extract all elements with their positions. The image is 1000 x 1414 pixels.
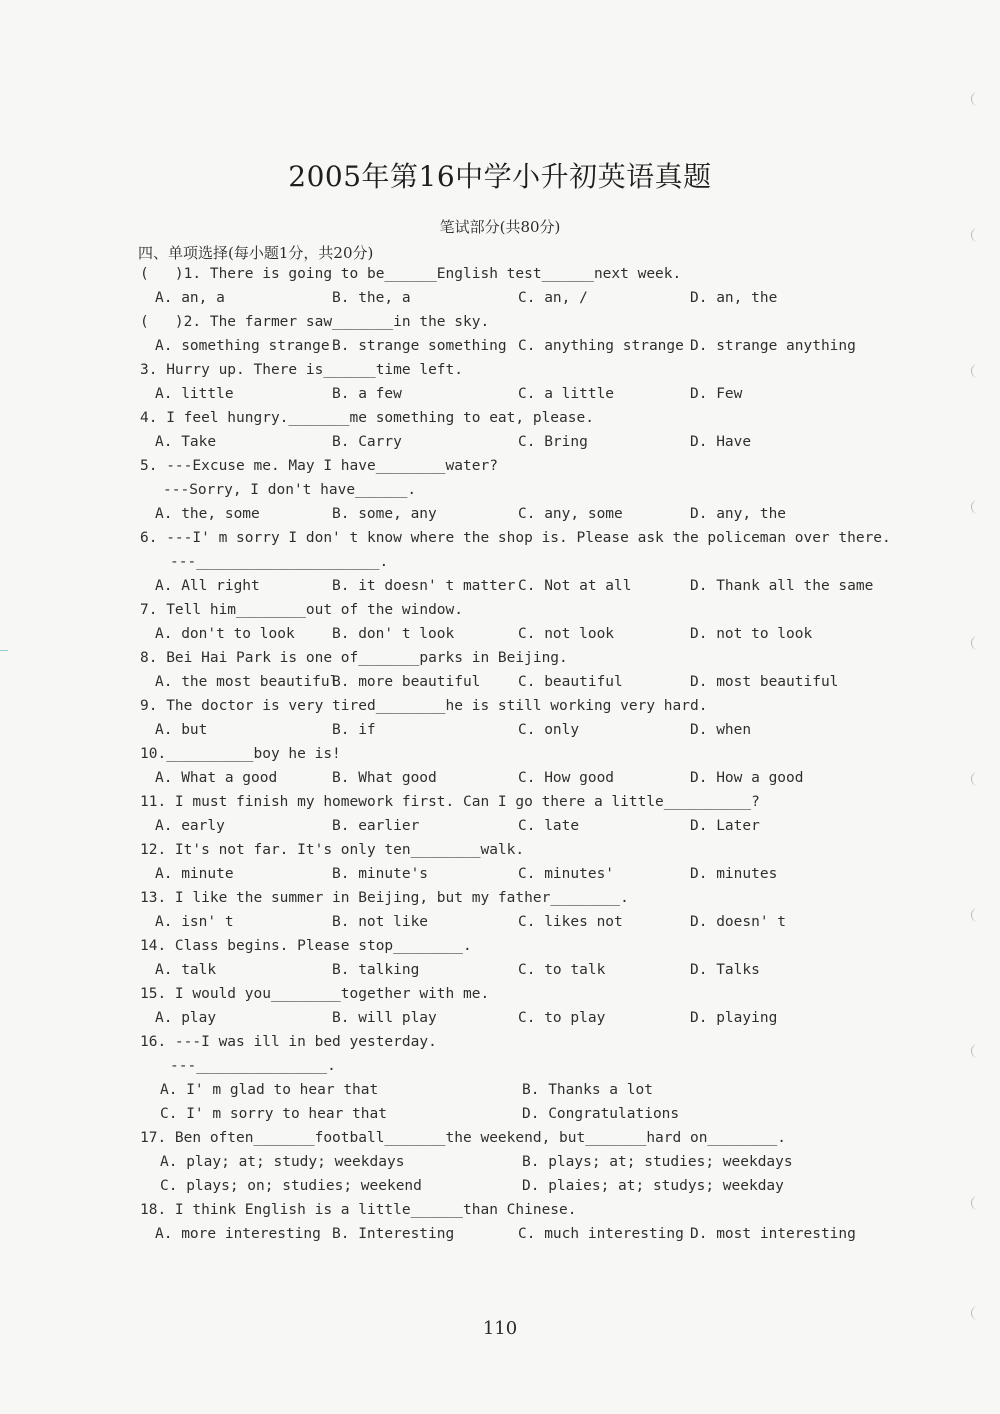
- answer-option: A. What a good: [155, 770, 278, 786]
- question-stem: 9. The doctor is very tired________he is still working very hard.: [140, 698, 708, 714]
- answer-option: A. play: [155, 1010, 217, 1026]
- answer-option: C. beautiful: [518, 674, 623, 690]
- page-title: 2005年第16中学小升初英语真题: [288, 160, 712, 193]
- answer-option: B. don' t look: [332, 626, 455, 642]
- answer-option: D. playing: [690, 1010, 778, 1026]
- answer-option: B. will play: [332, 1010, 437, 1026]
- answer-option: D. an, the: [690, 290, 778, 306]
- answer-option: A. I' m glad to hear that: [160, 1082, 379, 1098]
- answer-option: B. talking: [332, 962, 420, 978]
- edge-mark: [971, 92, 982, 106]
- answer-option: B. Thanks a lot: [522, 1082, 653, 1098]
- answer-option: D. any, the: [690, 506, 787, 522]
- answer-option: B. earlier: [332, 818, 420, 834]
- question-stem-continuation: ---_______________.: [170, 1058, 336, 1074]
- question-stem: 16. ---I was ill in bed yesterday.: [140, 1034, 437, 1050]
- page-subtitle: 笔试部分(共80分): [439, 218, 561, 236]
- answer-option: A. an, a: [155, 290, 225, 306]
- answer-option: A. but: [155, 722, 208, 738]
- question-stem: 14. Class begins. Please stop________.: [140, 938, 472, 954]
- answer-option: B. Carry: [332, 434, 402, 450]
- answer-option: A. don't to look: [155, 626, 295, 642]
- answer-option: A. more interesting: [155, 1226, 321, 1242]
- question-stem: 11. I must finish my homework first. Can I go there a little__________?: [140, 794, 760, 810]
- answer-option: A. something strange: [155, 338, 330, 354]
- answer-option: C. a little: [518, 386, 615, 402]
- answer-option: B. strange something: [332, 338, 507, 354]
- answer-option: C. not look: [518, 626, 615, 642]
- question-stem: 7. Tell him________out of the window.: [140, 602, 464, 618]
- answer-option: A. play; at; study; weekdays: [160, 1154, 405, 1170]
- edge-mark: [971, 636, 982, 650]
- answer-option: B. Interesting: [332, 1226, 455, 1242]
- answer-option: C. Not at all: [518, 578, 632, 594]
- question-stem: 4. I feel hungry._______me something to eat, please.: [140, 410, 594, 426]
- question-stem: 3. Hurry up. There is______time left.: [140, 362, 464, 378]
- answer-option: C. Bring: [518, 434, 588, 450]
- answer-option: D. Later: [690, 818, 760, 834]
- answer-option: D. not to look: [690, 626, 813, 642]
- question-stem: 17. Ben often_______football_______the weekend, but_______hard on________.: [140, 1130, 787, 1146]
- answer-option: C. an, /: [518, 290, 588, 306]
- edge-mark: [971, 364, 982, 378]
- answer-option: A. the most beautiful: [155, 674, 339, 690]
- section-heading: 四、单项选择(每小题1分，共20分): [138, 244, 374, 262]
- question-stem: 12. It's not far. It's only ten________walk.: [140, 842, 525, 858]
- answer-option: B. if: [332, 722, 376, 738]
- answer-option: C. late: [518, 818, 580, 834]
- question-stem: ( )2. The farmer saw_______in the sky.: [140, 314, 490, 330]
- answer-option: A. early: [155, 818, 225, 834]
- question-stem: 10.__________boy he is!: [140, 746, 341, 762]
- answer-option: C. How good: [518, 770, 615, 786]
- question-stem-continuation: ---Sorry, I don't have______.: [163, 482, 417, 498]
- answer-option: A. Take: [155, 434, 217, 450]
- answer-option: D. Have: [690, 434, 752, 450]
- answer-option: D. Thank all the same: [690, 578, 874, 594]
- answer-option: B. some, any: [332, 506, 437, 522]
- answer-option: A. All right: [155, 578, 260, 594]
- answer-option: C. minutes': [518, 866, 615, 882]
- question-stem: 8. Bei Hai Park is one of_______parks in Beijing.: [140, 650, 568, 666]
- answer-option: C. plays; on; studies; weekend: [160, 1178, 422, 1194]
- answer-option: C. to talk: [518, 962, 606, 978]
- question-stem: 6. ---I' m sorry I don' t know where the shop is. Please ask the policeman over there.: [140, 530, 891, 546]
- question-stem: 15. I would you________together with me.: [140, 986, 490, 1002]
- question-stem: 18. I think English is a little______than Chinese.: [140, 1202, 577, 1218]
- answer-option: C. only: [518, 722, 580, 738]
- answer-option: A. the, some: [155, 506, 260, 522]
- answer-option: B. a few: [332, 386, 402, 402]
- answer-option: A. talk: [155, 962, 217, 978]
- answer-option: C. much interesting: [518, 1226, 684, 1242]
- answer-option: C. likes not: [518, 914, 623, 930]
- answer-option: D. Talks: [690, 962, 760, 978]
- question-stem-continuation: ---_____________________.: [170, 554, 389, 570]
- edge-mark: [971, 500, 982, 514]
- answer-option: B. What good: [332, 770, 437, 786]
- answer-option: D. strange anything: [690, 338, 856, 354]
- answer-option: B. minute's: [332, 866, 429, 882]
- question-stem: 13. I like the summer in Beijing, but my father________.: [140, 890, 629, 906]
- answer-option: A. isn' t: [155, 914, 234, 930]
- edge-mark: [971, 1196, 982, 1210]
- answer-option: C. I' m sorry to hear that: [160, 1106, 387, 1122]
- answer-option: D. Few: [690, 386, 743, 402]
- answer-option: C. anything strange: [518, 338, 684, 354]
- question-stem: ( )1. There is going to be______English test______next week.: [140, 266, 682, 282]
- edge-mark: [971, 1044, 982, 1058]
- edge-mark: [971, 772, 982, 786]
- answer-option: A. little: [155, 386, 234, 402]
- question-stem: 5. ---Excuse me. May I have________water?: [140, 458, 498, 474]
- answer-option: C. any, some: [518, 506, 623, 522]
- answer-option: B. it doesn' t matter: [332, 578, 516, 594]
- edge-mark: [971, 908, 982, 922]
- answer-option: A. minute: [155, 866, 234, 882]
- answer-option: B. not like: [332, 914, 429, 930]
- answer-option: B. the, a: [332, 290, 411, 306]
- answer-option: C. to play: [518, 1010, 606, 1026]
- answer-option: D. minutes: [690, 866, 778, 882]
- answer-option: D. plaies; at; studys; weekday: [522, 1178, 784, 1194]
- answer-option: D. most beautiful: [690, 674, 839, 690]
- answer-option: D. doesn' t: [690, 914, 787, 930]
- binding-line: [0, 650, 8, 651]
- answer-option: B. plays; at; studies; weekdays: [522, 1154, 793, 1170]
- answer-option: D. How a good: [690, 770, 804, 786]
- answer-option: D. Congratulations: [522, 1106, 680, 1122]
- answer-option: D. when: [690, 722, 752, 738]
- answer-option: B. more beautiful: [332, 674, 481, 690]
- page-number: 110: [482, 1318, 518, 1339]
- answer-option: D. most interesting: [690, 1226, 856, 1242]
